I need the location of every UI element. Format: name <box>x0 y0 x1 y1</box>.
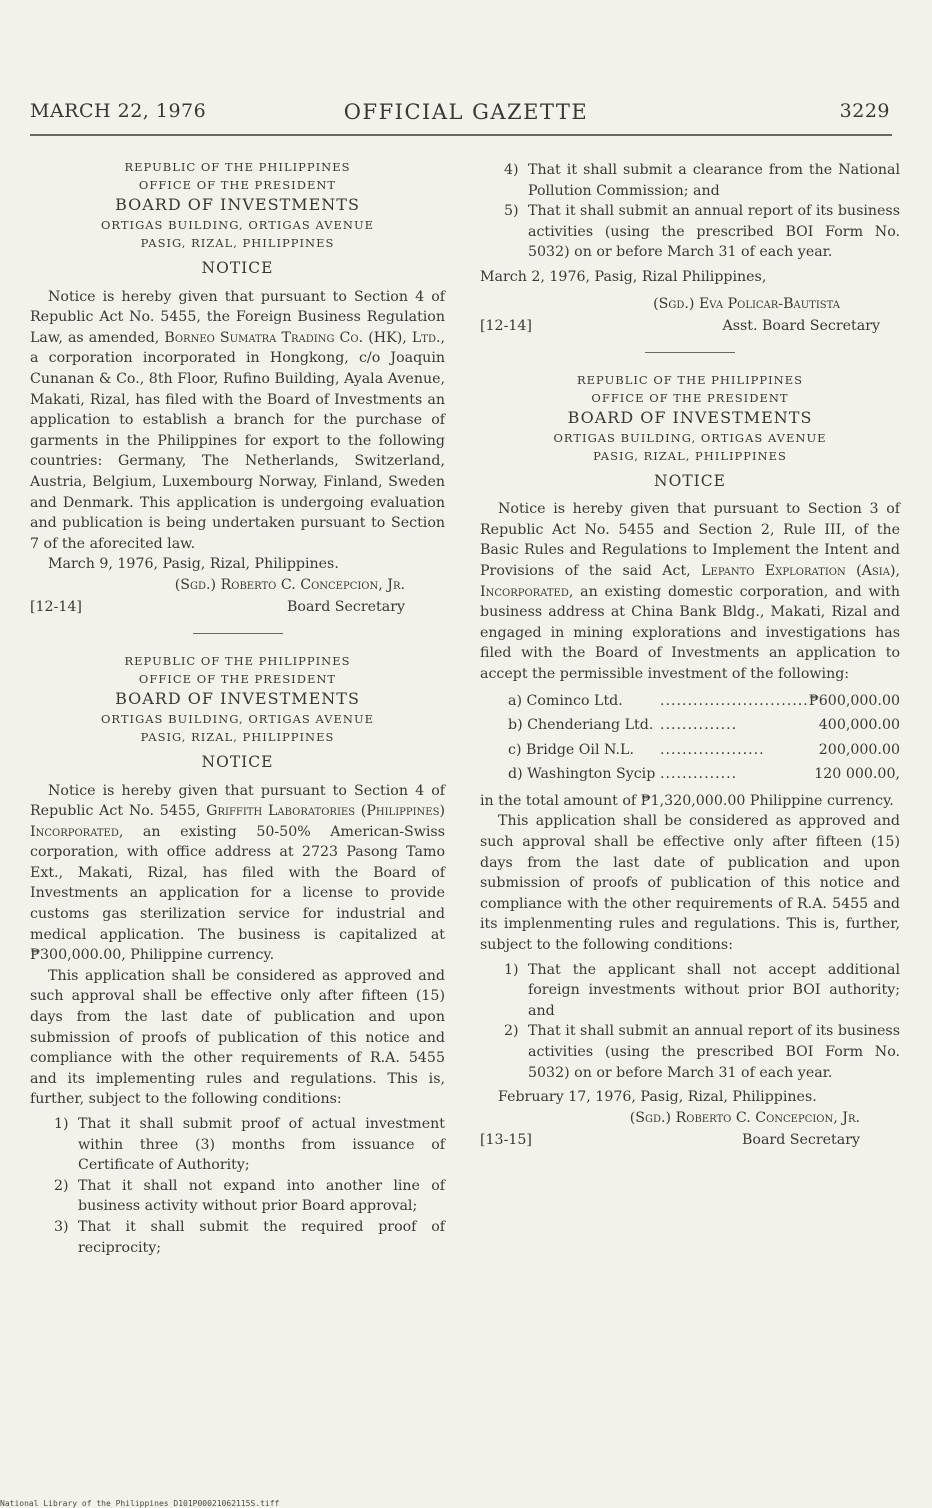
divider <box>193 633 283 634</box>
n2-republic: REPUBLIC OF THE PHILIPPINES <box>124 653 351 668</box>
n2-body: Notice is hereby given that pursuant to Section 4 of Republic Act No. 5455, Griffith Laboratories (Philippines) Incorporated, an existing 50-50% American-Swiss corporation, with office address at 2723 Pasong Tamo Ext., Makati, Rizal, has filed with the Board of Investments an application for a license to provide customs gas sterilization service for industrial and medical application. The business is capitalized at ₱300,000.00, Philippine currency. <box>30 782 445 964</box>
n1-signer: (Sgd.) Roberto C. Concepcion, Jr. <box>174 576 405 593</box>
list-item: 5) That it shall submit an annual report of its business activities (using the prescribed BOI Form No. 5032) on or before March 31 of each year. <box>504 203 900 261</box>
list-item: 2) That it shall not expand into another line of business activity without prior Board approval; <box>54 1177 445 1215</box>
n3-body: Notice is hereby given that pursuant to Section 3 of Republic Act No. 5455 and Section 2, Rule III, of the Basic Rules and Regulations to Implement the Intent and Provisions of the said Act, Lepanto Exploration (Asia), Incorporated, an existing domestic corporation, and with business address at China Bank Bldg., Makati, Rizal and engaged in mining explorations and investigations has filed with the Board of Investments an application to accept the permissible investment of the following: <box>480 501 900 682</box>
n3-signer-title: Board Secretary <box>742 1131 860 1148</box>
table-row: d) Washington Sycip .............. 120 000.00, <box>508 766 900 783</box>
n2-conditions-right <box>480 160 900 263</box>
n2-body2: This application shall be considered as approved and such approval shall be effective only after fifteen (15) days from the last date of publication and upon submission of proofs of publication of this notice and compliance with the other requirements of R.A. 5455 and its implementing rules and regulations. This is, further, subject to the following conditions: <box>30 967 445 1108</box>
n3-office: OFFICE OF THE PRESIDENT <box>591 390 789 405</box>
n3-body2: This application shall be considered as approved and such approval shall be effective only after fifteen (15) days from the last date of publication and upon submission of proofs of publication of this notice and compliance with the other requirements of R.A. 5455 and its implenmenting rules and regulations. This is, further, subject to the following conditions: <box>480 813 900 954</box>
n2-ref: [12-14] <box>480 317 532 334</box>
n3-conditions <box>480 960 900 1084</box>
header-date: MARCH 22, 1976 <box>30 100 207 122</box>
n3-company: Lepanto Exploration (Asia), Incorporated <box>480 562 900 600</box>
n1-city: PASIG, RIZAL, PHILIPPINES <box>140 236 335 250</box>
n2-city: PASIG, RIZAL, PHILIPPINES <box>140 729 335 744</box>
n1-building: ORTIGAS BUILDING, ORTIGAS AVENUE <box>100 218 375 232</box>
header-rule <box>30 134 892 136</box>
n2-board: BOARD OF INVESTMENTS <box>115 688 360 708</box>
n3-signer: (Sgd.) Roberto C. Concepcion, Jr. <box>629 1109 860 1126</box>
list-item: 1) That it shall submit proof of actual investment within three (3) months from issuance of Certificate of Authority; <box>54 1116 445 1174</box>
n3-ref: [13-15] <box>480 1131 532 1148</box>
page-number: 3229 <box>839 100 890 122</box>
n1-ref: [12-14] <box>30 598 82 615</box>
n2-office: OFFICE OF THE PRESIDENT <box>138 671 337 686</box>
n1-signer-title: Board Secretary <box>287 598 405 615</box>
list-item: 4) That it shall submit a clearance from the National Pollution Commission; and <box>504 162 900 199</box>
right-column <box>480 160 900 1152</box>
n1-republic: REPUBLIC OF THE PHILIPPINES <box>124 160 351 174</box>
list-item: 2) That it shall submit an annual report of its business activities (using the prescribed BOI Form No. 5032) on or before March 31 of each year. <box>504 1023 900 1081</box>
n1-board: BOARD OF INVESTMENTS <box>115 195 360 214</box>
n2-notice-heading: NOTICE <box>201 752 274 771</box>
n1-notice-heading: NOTICE <box>201 259 274 277</box>
n3-date-line: February 17, 1976, Pasig, Rizal, Philippines. <box>498 1089 817 1106</box>
n2-date-line: March 2, 1976, Pasig, Rizal Philippines, <box>480 268 767 285</box>
n3-city: PASIG, RIZAL, PHILIPPINES <box>593 448 787 463</box>
n3-building: ORTIGAS BUILDING, ORTIGAS AVENUE <box>553 430 827 445</box>
n1-body: Notice is hereby given that pursuant to Section 4 of Republic Act No. 5455, the Foreign Business Regulation Law, as amended, Borneo Sumatra Trading Co. (HK), Ltd., a corporation incorporated in Hongkong, c/o Joaquin Cunanan & Co., 8th Floor, Rufino Building, Ayala Avenue, Makati, Rizal, has filed with the Board of Investments an application to establish a branch for the purchase of garments in the Philippines for export to the following countries: Germany, The Netherlands, Switzerland, Austria, Belgium, Luxembourg Norway, Finland, Sweden and Denmark. This application is undergoing evaluation and publication is being undertaken pursuant to Section 7 of the aforecited law. <box>30 288 445 552</box>
left-column <box>30 158 445 1262</box>
table-row: a) Cominco Ltd. ........................... ₱600,000.00 <box>508 692 900 709</box>
n2-signature <box>480 294 900 338</box>
n2-company: Griffith Laboratories (Philippines) Incorporated <box>30 803 445 840</box>
n3-republic: REPUBLIC OF THE PHILIPPINES <box>576 372 804 387</box>
n1-date-line: March 9, 1976, Pasig, Rizal, Philippines. <box>48 556 339 573</box>
table-row: c) Bridge Oil N.L. ................... 200,000.00 <box>508 741 900 758</box>
gazette-title: OFFICIAL GAZETTE <box>343 100 589 124</box>
n3-total: in the total amount of ₱1,320,000.00 Philippine currency. <box>480 792 894 809</box>
divider <box>645 352 735 353</box>
n1-company: Borneo Sumatra Trading Co. (HK), Ltd. <box>164 329 441 346</box>
list-item: 1) That the applicant shall not accept additional foreign investments without prior BOI authority; and <box>504 961 900 1019</box>
n3-signature <box>480 1108 900 1152</box>
scan-footer: National Library of the Philippines D101P00021062115S.tiff <box>0 1499 280 1508</box>
table-row: b) Chenderiang Ltd. .............. 400,000.00 <box>508 717 900 734</box>
n3-board: BOARD OF INVESTMENTS <box>567 407 813 427</box>
n1-office: OFFICE OF THE PRESIDENT <box>138 178 337 192</box>
n2-conditions-left <box>30 1114 445 1258</box>
n3-notice-heading: NOTICE <box>654 471 726 490</box>
list-item: 3) That it shall submit the required proof of reciprocity; <box>54 1218 445 1256</box>
n1-signature <box>30 575 445 619</box>
investment-table <box>508 689 900 787</box>
n2-signer-title: Asst. Board Secretary <box>722 317 880 334</box>
n2-building: ORTIGAS BUILDING, ORTIGAS AVENUE <box>100 711 375 726</box>
n2-signer: (Sgd.) Eva Policar-Bautista <box>653 295 840 312</box>
